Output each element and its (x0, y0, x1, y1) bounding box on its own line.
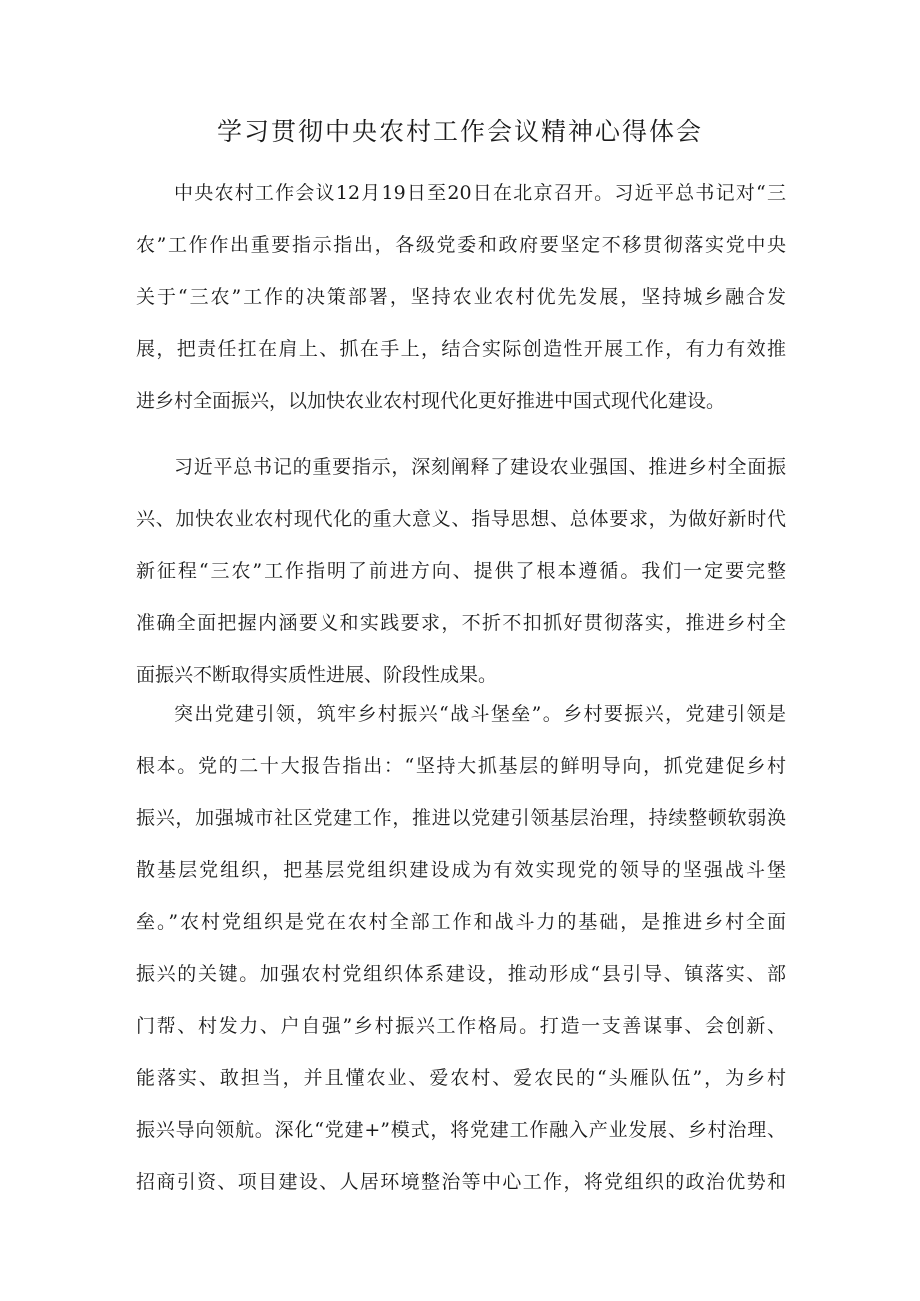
paragraph-line: 兴、加快农业农村现代化的重大意义、指导思想、总体要求，为做好新时代 (136, 508, 786, 530)
paragraph-line: 关于“三农”工作的决策部署，坚持农业农村优先发展，坚持城乡融合发 (136, 286, 786, 308)
paragraph-line: 垒。”农村党组织是党在农村全部工作和战斗力的基础，是推进乡村全面 (136, 911, 786, 933)
paragraph-line: 振兴导向领航。深化“党建+”模式，将党建工作融入产业发展、乡村治理、 (136, 1119, 786, 1141)
paragraph-line: 面振兴不断取得实质性进展、阶段性成果。 (136, 664, 498, 686)
paragraph-line: 能落实、敢担当，并且懂农业、爱农村、爱农民的“头雁队伍”，为乡村 (136, 1067, 786, 1089)
paragraph-line: 习近平总书记的重要指示，深刻阐释了建设农业强国、推进乡村全面振 (174, 456, 786, 478)
document-title: 学习贯彻中央农村工作会议精神心得体会 (216, 117, 703, 146)
paragraph-line: 振兴的关键。加强农村党组织体系建设，推动形成“县引导、镇落实、部 (136, 963, 786, 985)
paragraph-line: 根本。党的二十大报告指出：“坚持大抓基层的鲜明导向，抓党建促乡村 (136, 755, 786, 777)
paragraph-line: 农”工作作出重要指示指出，各级党委和政府要坚定不移贯彻落实党中央 (136, 234, 786, 256)
paragraph-2 (136, 441, 786, 701)
paragraph-line: 振兴，加强城市社区党建工作，推进以党建引领基层治理，持续整顿软弱涣 (136, 807, 786, 829)
paragraph-line: 门帮、村发力、户自强”乡村振兴工作格局。打造一支善谋事、会创新、 (136, 1015, 786, 1037)
paragraph-line: 中央农村工作会议12月19日至20日在北京召开。习近平总书记对“三 (174, 182, 786, 204)
paragraph-line: 展，把责任扛在肩上、抓在手上，结合实际创造性开展工作，有力有效推 (136, 338, 786, 360)
paragraph-line: 准确全面把握内涵要义和实践要求，不折不扣抓好贯彻落实，推进乡村全 (136, 612, 786, 634)
paragraph-line: 散基层党组织，把基层党组织建设成为有效实现党的领导的坚强战斗堡 (136, 859, 786, 881)
paragraph-line: 进乡村全面振兴，以加快农业农村现代化更好推进中国式现代化建设。 (136, 390, 726, 412)
paragraph-line: 招商引资、项目建设、人居环境整治等中心工作，将党组织的政治优势和 (136, 1171, 786, 1193)
paragraph-line: 新征程“三农”工作指明了前进方向、提供了根本遵循。我们一定要完整 (136, 560, 786, 582)
paragraph-line: 突出党建引领，筑牢乡村振兴“战斗堡垒”。乡村要振兴，党建引领是 (174, 703, 786, 725)
paragraph-1 (136, 167, 786, 427)
paragraph-3 (136, 688, 786, 1208)
